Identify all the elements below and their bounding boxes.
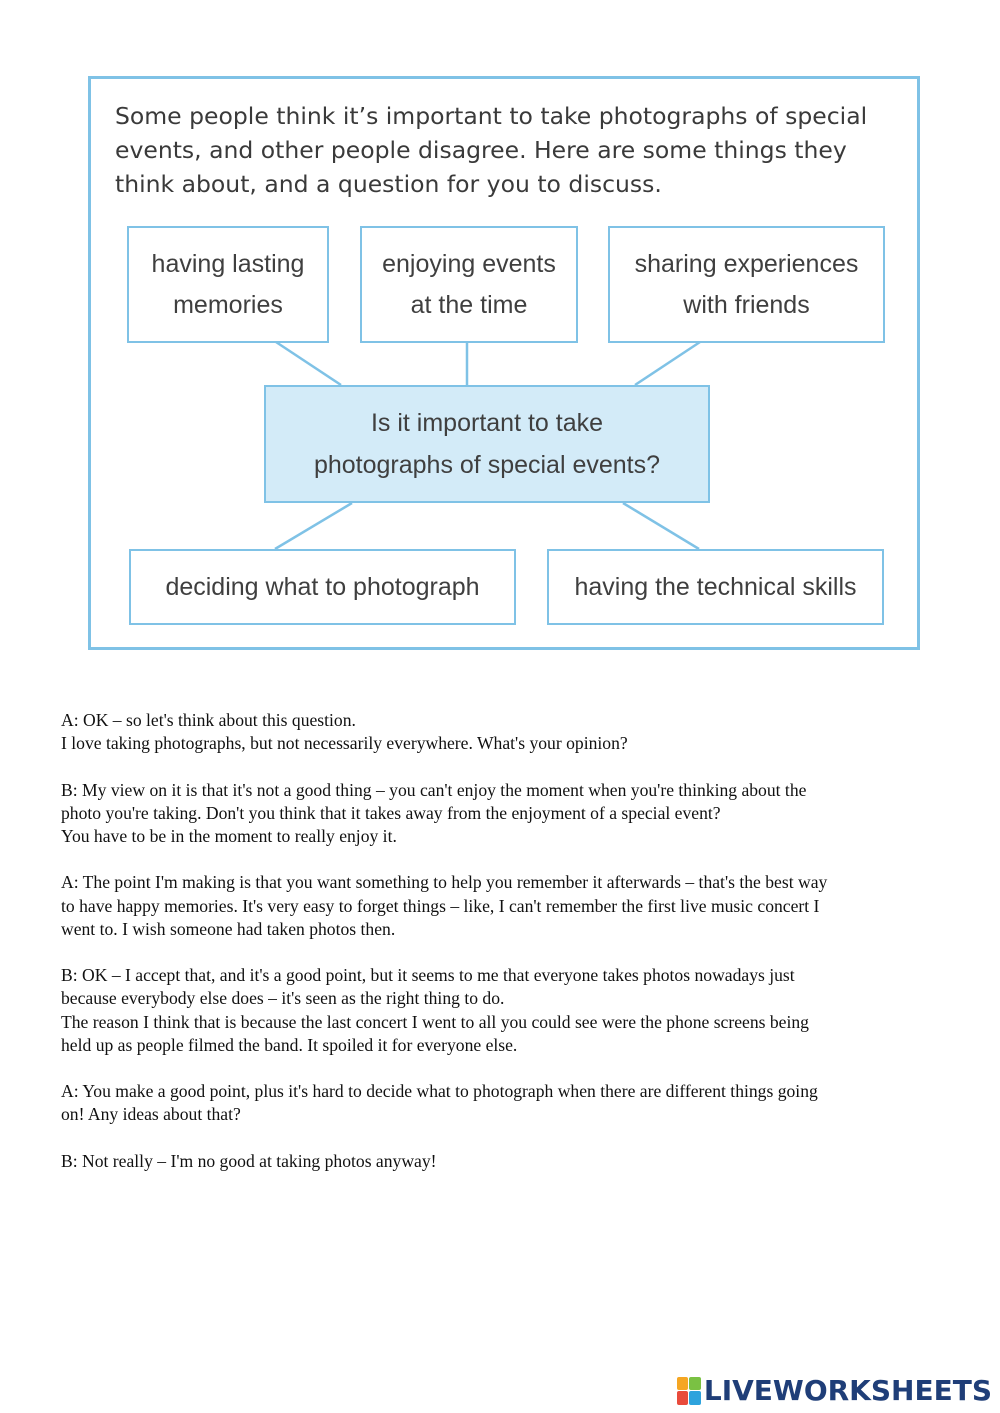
dialogue-line: photo you're taking. Don't you think that it takes away from the enjoyment of a special event? bbox=[61, 802, 721, 823]
connector-bottom-right bbox=[623, 503, 699, 549]
liveworksheets-logo-icon bbox=[677, 1377, 701, 1405]
idea-box-enjoying-events: enjoying events at the time bbox=[360, 226, 578, 343]
dialogue-line: A: OK – so let's think about this question. bbox=[61, 710, 356, 730]
idea-box-deciding-what-to-photograph: deciding what to photograph bbox=[129, 549, 516, 625]
dialogue-text bbox=[61, 709, 951, 1196]
intro-line: think about, and a question for you to discuss. bbox=[115, 170, 662, 198]
dialogue-line: on! Any ideas about that? bbox=[61, 1104, 241, 1125]
dialogue-turn-b bbox=[61, 779, 951, 849]
dialogue-line: B: My view on it is that it's not a good thing – you can't enjoy the moment when you're thinking about the bbox=[61, 779, 807, 800]
dialogue-line: because everybody else does – it's seen as the right thing to do. bbox=[61, 988, 505, 1009]
dialogue-line: You have to be in the moment to really enjoy it. bbox=[61, 826, 397, 846]
dialogue-turn-a bbox=[61, 709, 951, 755]
idea-box-sharing-experiences: sharing experiences with friends bbox=[608, 226, 885, 343]
idea-box-lasting-memories: having lasting memories bbox=[127, 226, 329, 343]
dialogue-line: went to. I wish someone had taken photos then. bbox=[61, 918, 396, 939]
dialogue-line: A: You make a good point, plus it's hard to decide what to photograph when there are different things going bbox=[61, 1081, 818, 1102]
central-question-box: Is it important to take photographs of special events? bbox=[264, 385, 710, 503]
dialogue-turn-a bbox=[61, 1080, 951, 1126]
dialogue-line: A: The point I'm making is that you want something to help you remember it afterwards – that's the best way bbox=[61, 872, 828, 893]
connector-bottom-left bbox=[275, 503, 352, 549]
dialogue-line: B: OK – I accept that, and it's a good point, but it seems to me that everyone takes photos nowadays just bbox=[61, 965, 795, 986]
dialogue-line: B: Not really – I'm no good at taking photos anyway! bbox=[61, 1150, 437, 1171]
intro-line: Some people think it’s important to take photographs of special bbox=[115, 102, 868, 130]
idea-box-technical-skills: having the technical skills bbox=[547, 549, 884, 625]
dialogue-line: The reason I think that is because the last concert I went to all you could see were the phone screens being bbox=[61, 1011, 809, 1032]
dialogue-turn-b bbox=[61, 964, 951, 1057]
liveworksheets-logo-text: LIVEWORKSHEETS bbox=[703, 1374, 992, 1407]
intro-line: events, and other people disagree. Here are some things they bbox=[115, 136, 847, 164]
dialogue-turn-a bbox=[61, 871, 951, 941]
dialogue-turn-b bbox=[61, 1150, 951, 1173]
connector-top-right bbox=[635, 342, 700, 385]
liveworksheets-watermark[interactable] bbox=[677, 1374, 992, 1407]
connector-top-left bbox=[276, 342, 341, 385]
dialogue-line: held up as people filmed the band. It spoiled it for everyone else. bbox=[61, 1034, 518, 1055]
dialogue-line: I love taking photographs, but not necessarily everywhere. What's your opinion? bbox=[61, 733, 628, 754]
dialogue-line: to have happy memories. It's very easy to forget things – like, I can't remember the first live music concert I bbox=[61, 895, 820, 916]
